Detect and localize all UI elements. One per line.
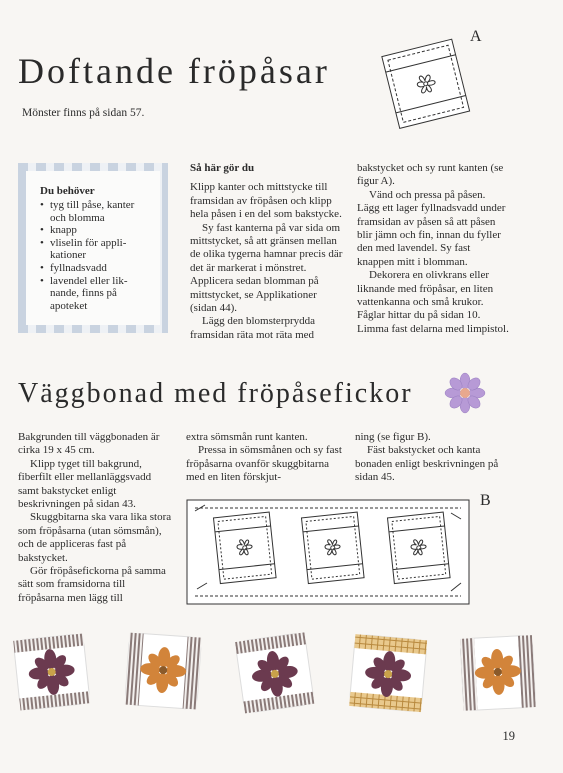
page-title: Doftande fröpåsar — [18, 51, 330, 91]
paragraph: Dekorera en olivkrans eller liknande med fröpåsar, en liten vattenkanna och små krukor. Fåglar hittar du på sidan 10. Limma fast delarna med limpistol. — [357, 269, 509, 335]
materials-title: Du behöver — [40, 185, 95, 197]
instructions-heading: Så här gör du — [190, 162, 255, 174]
paragraph: Vänd och pressa på påsen. Lägg ett lager fyllnadsvadd under framsidan av påsen så att påsen blir jämn och fin, innan du fyller den med lavendel. Sy fast knappen mitt i blomman. — [357, 188, 506, 268]
list-item-cont: kationer — [50, 249, 87, 262]
list-item-cont: nande, finns på — [50, 287, 117, 300]
paragraph: Fäst bakstycket och kanta bonaden enligt beskrivningen på sidan 45. — [355, 444, 499, 484]
list-item: • tyg till påse, kanter — [40, 199, 154, 212]
paragraph: Pressa in sömsmånen och sy fast fröpåsarna ovanför skuggbitarna med en liten förskjut- — [186, 444, 342, 484]
paragraph: bakstycket och sy runt kanten (se figur A). — [357, 162, 504, 188]
paragraph: Skuggbitarna ska vara lika stora som fröpåsarna (utan sömsmån), och de appliceras fast på bakstycket. — [18, 511, 172, 564]
list-item: • vliselin för appli- — [40, 237, 154, 250]
figure-b — [183, 495, 473, 615]
wallhanging-column-3 — [355, 431, 510, 485]
list-item: • knapp — [40, 224, 154, 237]
paragraph: extra sömsmån runt kanten. — [186, 431, 308, 443]
list-item-cont: apoteket — [50, 299, 88, 312]
sachets-photo — [12, 625, 552, 725]
paragraph: ning (se figur B). — [355, 431, 431, 443]
wallhanging-column-2 — [186, 431, 346, 485]
paragraph: Klipp tyget till bakgrund, fiberfilt eller mellanläggsvadd samt bakstycket enligt beskrivningen på sidan 43. — [18, 457, 152, 511]
paragraph: Sy fast kanterna på var sida om mittstycket, så att gränsen mellan de olika tygerna hamnar precis där det är markerat i mönstret. Applicera sedan blomman på mittstycket, se Applikationer (sidan 44). — [190, 221, 343, 315]
list-item — [40, 300, 154, 313]
figure-b-drawing — [183, 495, 473, 610]
pattern-note: Mönster finns på sidan 57. — [22, 107, 145, 119]
figure-a-label: A — [470, 28, 482, 45]
section-title: Väggbonad med fröpåsefickor — [18, 378, 413, 409]
paragraph: Lägg den blomsterprydda framsidan räta mot räta med — [190, 315, 316, 341]
materials-box — [18, 163, 168, 333]
figure-a-drawing — [375, 35, 475, 130]
list-item — [40, 287, 154, 300]
figure-a — [375, 35, 475, 135]
list-item: • lavendel eller lik- — [40, 275, 154, 288]
page-number: 19 — [502, 729, 515, 743]
sachets-illustration — [12, 625, 552, 720]
paragraph: Klipp kanter och mittstycke till framsidan av fröpåsen och klipp hela påsen i en del som bakstycke. — [190, 181, 342, 221]
list-item: • fyllnadsvadd — [40, 262, 154, 275]
figure-b-label: B — [480, 492, 491, 509]
instructions-column-1 — [190, 162, 345, 342]
paragraph: Gör fröpåsefickorna på samma sätt som framsidorna till fröpåsarna men lägg till — [18, 565, 166, 604]
instructions-column-2 — [357, 162, 509, 336]
paragraph: Bakgrunden till väggbonaden är cirka 19 x 45 cm. — [18, 431, 160, 457]
lavender-flower-icon — [444, 372, 486, 419]
list-item — [40, 212, 154, 225]
list-item-cont: och blomma — [50, 211, 105, 224]
wallhanging-column-1 — [18, 431, 173, 605]
materials-list — [40, 199, 154, 312]
list-item — [40, 249, 154, 262]
